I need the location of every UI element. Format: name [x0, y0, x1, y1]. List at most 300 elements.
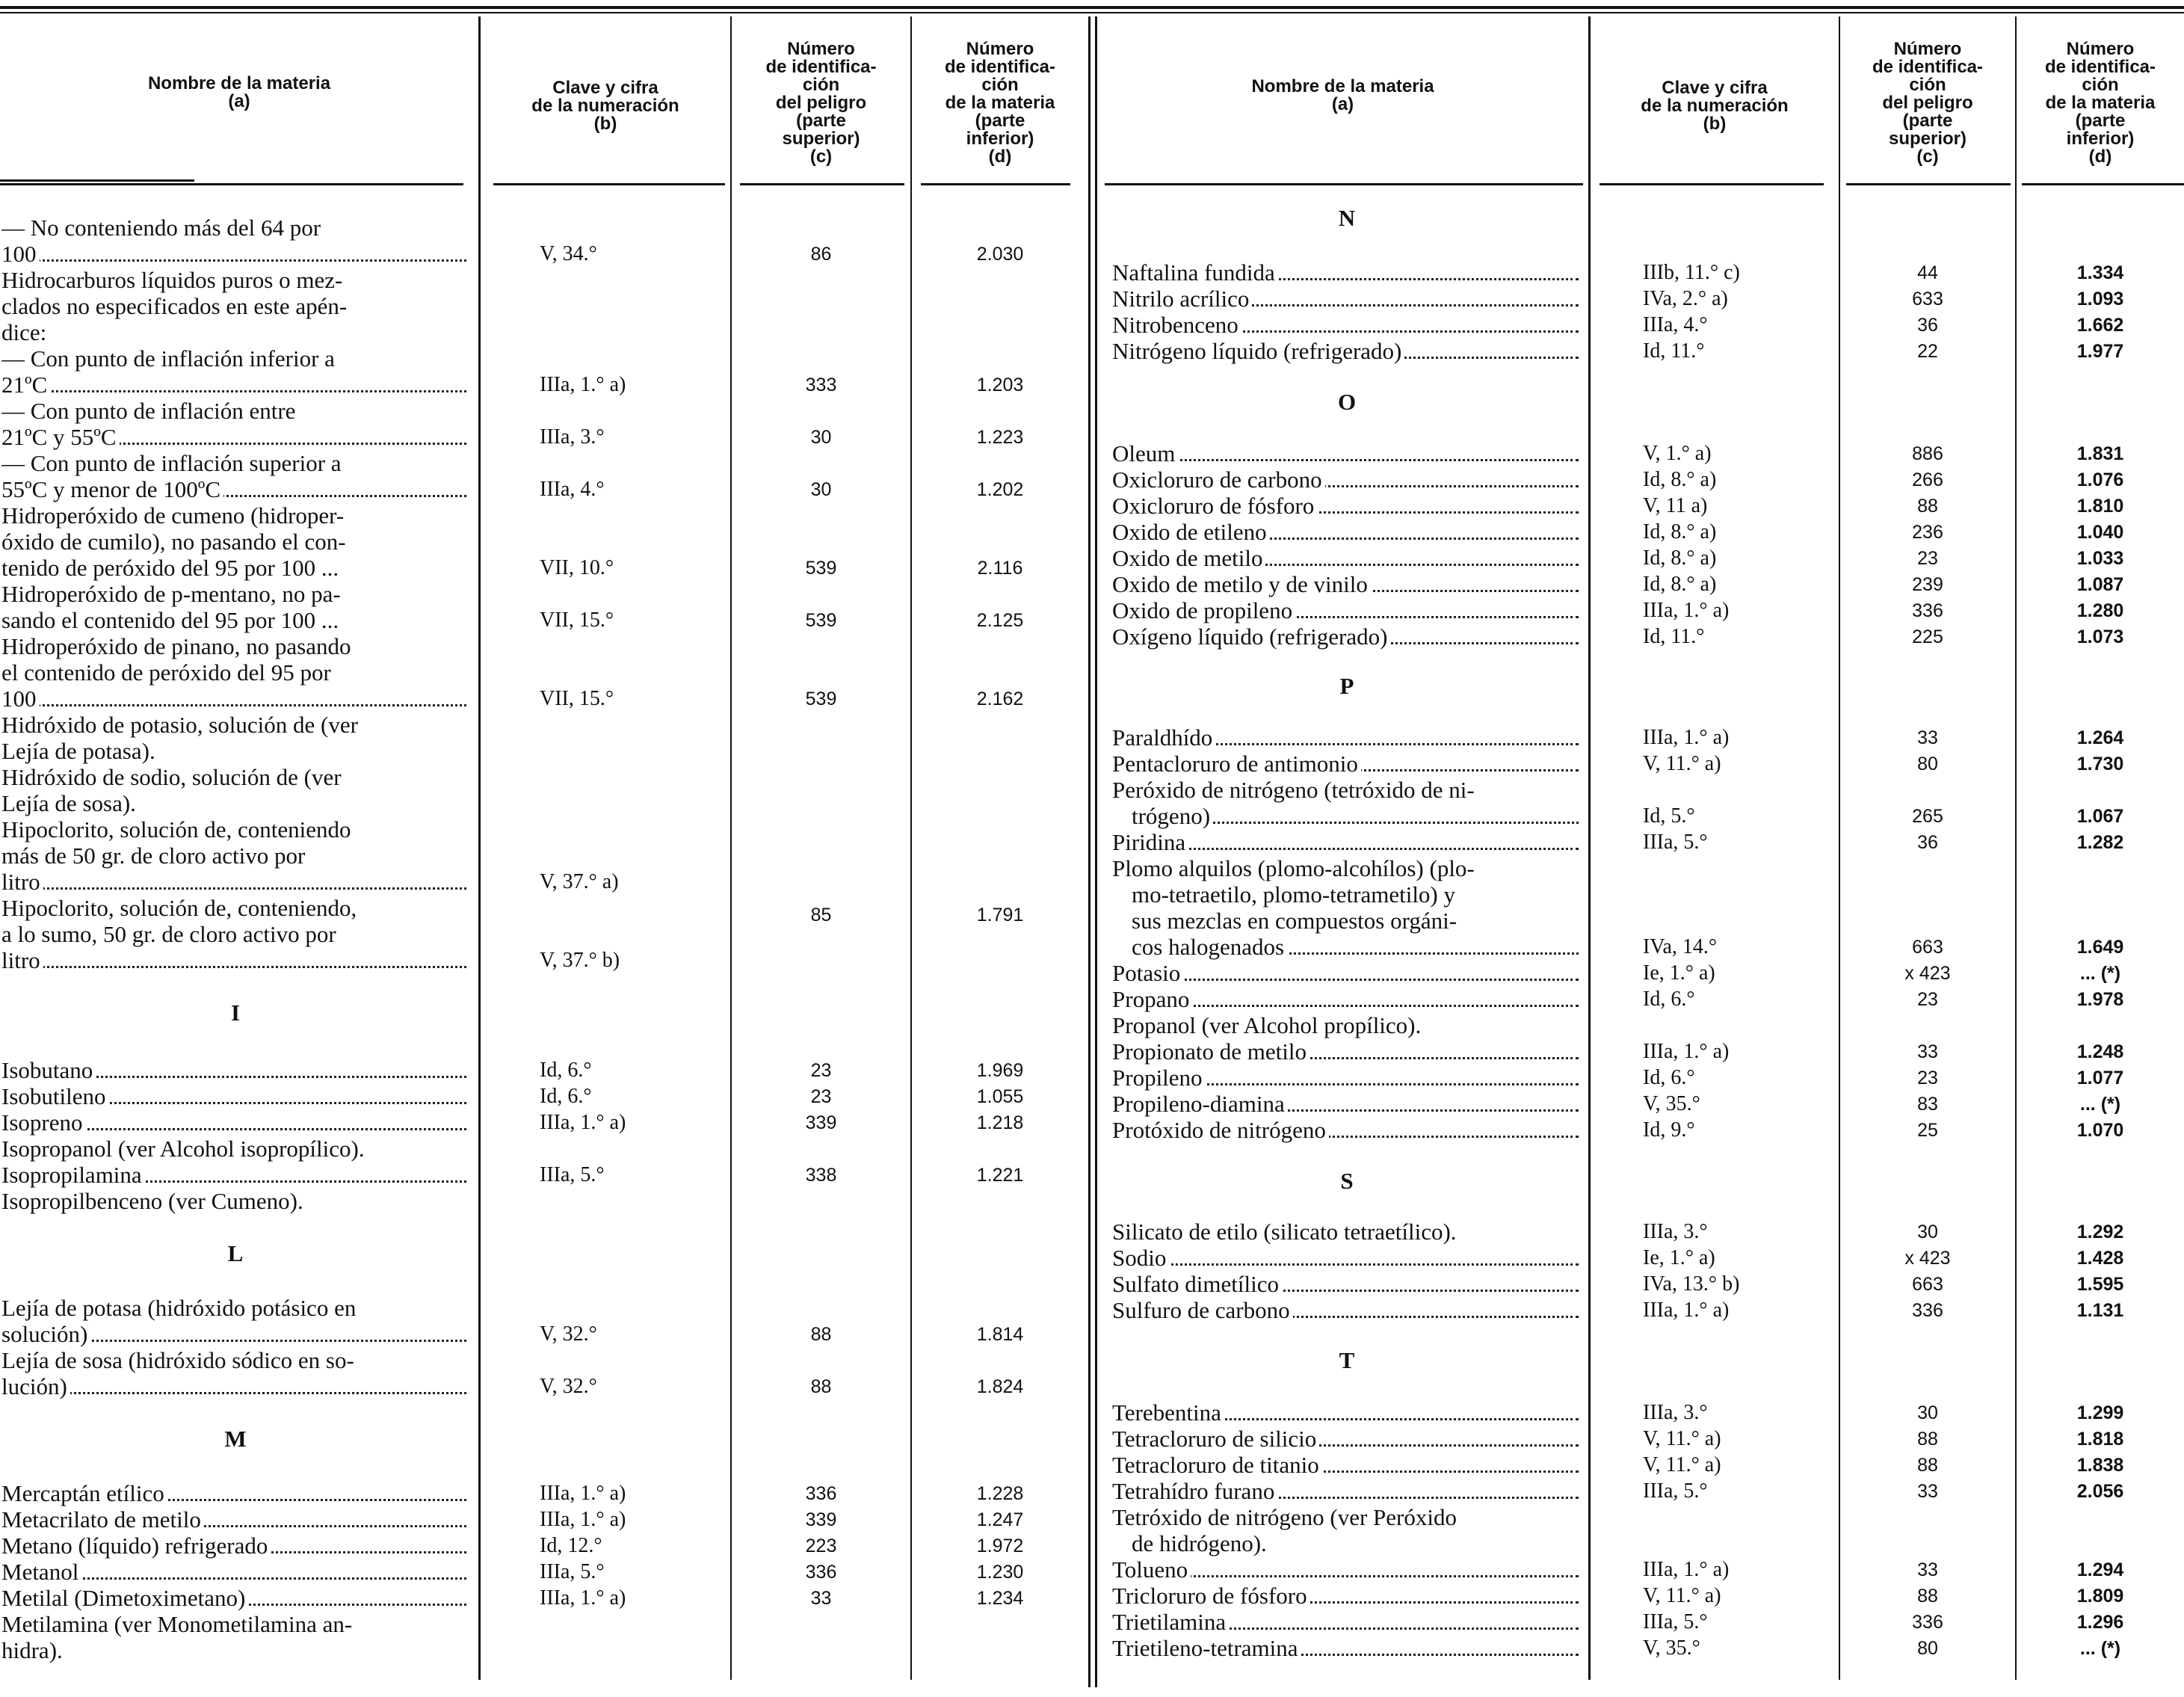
material-name: — Con punto de inflación inferior a — [1, 346, 338, 372]
header-rule-right-d — [2022, 183, 2184, 185]
material-name: Trietileno-tetramina — [1112, 1636, 1301, 1661]
peligro-cell: 886 — [1912, 443, 1943, 464]
material-name: Oxígeno líquido (refrigerado) — [1112, 624, 1390, 650]
material-name: Mercaptán etílico — [1, 1481, 167, 1506]
materia-cell: 1.040 — [2076, 522, 2124, 543]
material-name: Isopropilamina — [1, 1162, 145, 1188]
materia-cell: 1.203 — [976, 375, 1024, 395]
materia-cell: 1.280 — [2076, 600, 2124, 621]
peligro-cell: 336 — [805, 1483, 837, 1504]
materia-cell: 1.230 — [976, 1562, 1024, 1583]
table-row — [0, 1453, 2184, 1478]
table-row — [0, 1272, 2184, 1297]
clave-cell: IIIa, 5.° — [540, 1560, 605, 1583]
header-materia-left: Número de identifica- ción de la materia (parte inferior) (d) — [944, 39, 1056, 167]
peligro-cell: 33 — [810, 1588, 832, 1609]
material-name: Pentacloruro de antimonio — [1112, 751, 1361, 777]
hipoclorito-materia: 1.791 — [976, 905, 1024, 926]
material-name: Sodio — [1112, 1245, 1169, 1271]
material-name: a lo sumo, 50 gr. de cloro activo por — [1, 922, 339, 947]
material-name: Tetracloruro de titanio — [1112, 1453, 1322, 1478]
materia-cell: 2.125 — [976, 610, 1024, 631]
text-line — [0, 1348, 2184, 1373]
clave-cell: V, 34.° — [540, 242, 597, 265]
peligro-cell: 22 — [1917, 341, 1938, 362]
material-name: — Con punto de inflación entre — [1, 398, 298, 424]
clave-cell: IIIb, 11.° c) — [1643, 261, 1740, 284]
clave-cell: IIIa, 1.° a) — [540, 1482, 626, 1505]
material-name: Hipoclorito, solución de, conteniendo — [1, 817, 354, 843]
materia-cell: 1.093 — [2076, 289, 2124, 309]
clave-cell: Id, 8.° a) — [1643, 468, 1717, 491]
text-line — [0, 660, 2184, 686]
material-name: Tolueno — [1112, 1557, 1191, 1583]
materia-cell: ... (*) — [2079, 1638, 2121, 1659]
clave-cell: IIIa, 5.° — [1643, 831, 1708, 854]
table-row — [0, 987, 2184, 1012]
materia-cell: 1.087 — [2076, 574, 2124, 595]
materia-cell: 2.162 — [976, 689, 1024, 709]
clave-cell: V, 32.° — [540, 1375, 597, 1398]
material-name: de hidrógeno). — [1132, 1531, 1270, 1556]
header-peligro-left: Número de identifica- ción del peligro (parte superior) (c) — [765, 39, 877, 167]
materia-cell: 1.809 — [2076, 1586, 2124, 1607]
material-name: Potasio — [1112, 961, 1183, 986]
top-rule — [0, 6, 2184, 9]
material-name: el contenido de peróxido del 95 por — [1, 660, 334, 686]
material-name: cos halogenados — [1132, 934, 1287, 960]
material-name: 100 — [1, 241, 40, 267]
materia-cell: 1.223 — [976, 427, 1024, 448]
clave-cell: IVa, 14.° — [1643, 935, 1718, 958]
peligro-cell: 80 — [1917, 1638, 1938, 1659]
materia-cell: 1.810 — [2076, 496, 2124, 517]
clave-cell: Id, 12.° — [540, 1534, 602, 1557]
material-name: Hidroperóxido de pinano, no pasando — [1, 634, 354, 659]
peligro-cell: 336 — [1912, 600, 1943, 621]
clave-cell: V, 11 a) — [1643, 494, 1708, 517]
materia-cell: 1.662 — [2076, 315, 2124, 336]
peligro-cell: 44 — [1917, 262, 1938, 283]
section-letter: N — [1338, 205, 1356, 231]
clave-cell: IIIa, 1.° a) — [1643, 1299, 1730, 1322]
table-row — [0, 1583, 2184, 1609]
peligro-cell: 30 — [1917, 1222, 1938, 1242]
table-row — [0, 1400, 2184, 1426]
clave-cell: IIIa, 1.° a) — [1643, 1558, 1730, 1581]
material-name: Lejía de sosa (hidróxido sódico en so- — [1, 1348, 357, 1373]
peligro-cell: 36 — [1917, 315, 1938, 336]
clave-cell: Id, 8.° a) — [1643, 546, 1717, 570]
clave-cell: VII, 15.° — [540, 687, 614, 710]
material-name: Hidróxido de sodio, solución de (ver — [1, 765, 345, 790]
section-letter: I — [230, 1000, 241, 1026]
clave-cell: IIIa, 4.° — [540, 478, 605, 501]
peligro-cell: 25 — [1917, 1120, 1938, 1141]
peligro-cell: x 423 — [1904, 963, 1951, 984]
material-name: Tetrahídro furano — [1112, 1479, 1277, 1504]
clave-cell: IIIa, 5.° — [1643, 1479, 1708, 1503]
clave-cell: V, 37.° b) — [540, 949, 620, 972]
material-name: sus mezclas en compuestos orgáni- — [1132, 908, 1460, 934]
material-name: tenido de peróxido del 95 por 100 ... — [1, 555, 342, 581]
material-name: Oxido de propileno — [1112, 598, 1295, 623]
materia-cell: 1.221 — [976, 1165, 1024, 1186]
text-line — [0, 215, 2184, 241]
peligro-cell: 336 — [805, 1562, 837, 1583]
clave-cell: V, 1.° a) — [1643, 442, 1712, 465]
material-name: Lejía de sosa). — [1, 791, 139, 816]
material-name: Nitrobenceno — [1112, 312, 1241, 338]
text-line — [0, 398, 2184, 424]
peligro-cell: 83 — [1917, 1094, 1938, 1115]
materia-cell: 1.055 — [976, 1086, 1024, 1107]
clave-cell: VII, 15.° — [540, 609, 614, 632]
materia-cell: 2.116 — [977, 558, 1023, 579]
clave-cell: Ie, 1.° a) — [1643, 1246, 1715, 1269]
peligro-cell: 88 — [1917, 496, 1938, 517]
peligro-cell: 266 — [1912, 469, 1943, 490]
materia-cell: 1.428 — [2076, 1248, 2124, 1269]
clave-cell: V, 11.° a) — [1643, 752, 1721, 775]
material-name: Tetracloruro de silicio — [1112, 1426, 1319, 1452]
peligro-cell: 80 — [1917, 754, 1938, 774]
table-row — [0, 1636, 2184, 1661]
header-name-right: Nombre de la materia (a) — [1251, 76, 1434, 114]
clave-cell: V, 37.° a) — [540, 870, 619, 893]
material-name: Oxido de metilo y de vinilo — [1112, 572, 1371, 597]
table-row — [0, 1091, 2184, 1117]
clave-cell: IIIa, 1.° a) — [1643, 1040, 1730, 1063]
material-name: Trietilamina — [1112, 1610, 1229, 1635]
peligro-cell: 236 — [1912, 522, 1943, 543]
clave-cell: Id, 11.° — [1643, 339, 1705, 363]
peligro-cell: 33 — [1917, 1481, 1938, 1502]
top-rule-thin — [0, 12, 2184, 13]
peligro-cell: 23 — [1917, 548, 1938, 569]
materia-cell: 1.073 — [2076, 626, 2124, 647]
material-name: Peróxido de nitrógeno (tetróxido de ni- — [1112, 777, 1478, 803]
peligro-cell: 30 — [810, 479, 832, 500]
clave-cell: V, 35.° — [1643, 1636, 1700, 1660]
clave-cell: Id, 8.° a) — [1643, 573, 1717, 596]
clave-cell: Id, 8.° a) — [1643, 520, 1717, 543]
header-clave-right: Clave y cifra de la numeración (b) — [1641, 78, 1789, 134]
peligro-cell: 33 — [1917, 727, 1938, 748]
material-name: Isopropilbenceno (ver Cumeno). — [1, 1189, 306, 1214]
material-name: dice: — [1, 320, 49, 345]
clave-cell: IIIa, 3.° — [540, 425, 605, 449]
materia-cell: 1.067 — [2076, 806, 2124, 827]
table-row — [0, 1322, 2184, 1347]
clave-cell: IIIa, 1.° a) — [540, 1508, 626, 1531]
header-name-left: Nombre de la materia (a) — [147, 73, 331, 111]
materia-cell: 1.218 — [976, 1112, 1024, 1133]
material-name: Sulfuro de carbono — [1112, 1298, 1293, 1323]
header-rule-left-c — [493, 183, 725, 185]
clave-cell: IIIa, 5.° — [1643, 1610, 1708, 1633]
text-line — [0, 856, 2184, 881]
material-name: Oxido de etileno — [1112, 520, 1270, 545]
material-name: Terebentina — [1112, 1400, 1224, 1426]
peligro-cell: 23 — [810, 1060, 832, 1081]
material-name: Lejía de potasa). — [1, 739, 158, 764]
table-row — [0, 1245, 2184, 1271]
materia-cell: 1.299 — [2076, 1402, 2124, 1423]
materia-cell: 1.978 — [2076, 989, 2124, 1010]
material-name: Piridina — [1112, 830, 1188, 855]
material-name: litro — [1, 869, 43, 895]
peligro-cell: 23 — [1917, 989, 1938, 1010]
peligro-cell: 539 — [805, 558, 837, 579]
peligro-cell: 88 — [810, 1376, 832, 1397]
peligro-cell: 539 — [805, 689, 837, 709]
section-letter: P — [1339, 673, 1354, 699]
clave-cell: Id, 6.° — [1643, 988, 1695, 1011]
material-name: Nitrógeno líquido (refrigerado) — [1112, 339, 1404, 364]
material-name: Isobutano — [1, 1058, 96, 1083]
materia-cell: 1.248 — [2076, 1041, 2124, 1062]
material-name: Hidroperóxido de cumeno (hidroper- — [1, 503, 347, 529]
material-name: 55ºC y menor de 100ºC — [1, 477, 223, 502]
materia-cell: 1.649 — [2076, 937, 2124, 958]
header-rule-right-b — [1600, 183, 1824, 185]
materia-cell: 1.292 — [2076, 1222, 2124, 1242]
material-name: solución) — [1, 1322, 90, 1347]
materia-cell: 1.077 — [2076, 1068, 2124, 1088]
material-name: Plomo alquilos (plomo-alcohílos) (plo- — [1112, 856, 1478, 881]
material-name: Metilal (Dimetoximetano) — [1, 1586, 248, 1611]
material-name: 21ºC — [1, 372, 50, 398]
peligro-cell: 88 — [1917, 1429, 1938, 1450]
materia-cell: 1.264 — [2076, 727, 2124, 748]
clave-cell: IIIa, 1.° a) — [540, 373, 626, 396]
material-name: Isobutileno — [1, 1084, 109, 1109]
clave-cell: Id, 11.° — [1643, 625, 1705, 648]
peligro-cell: 88 — [1917, 1586, 1938, 1607]
materia-cell: 1.824 — [976, 1376, 1024, 1397]
material-name: Protóxido de nitrógeno — [1112, 1118, 1329, 1143]
clave-cell: IIIa, 5.° — [540, 1163, 605, 1186]
material-name: Metilamina (ver Monometilamina an- — [1, 1612, 355, 1637]
materia-cell: ... (*) — [2079, 1094, 2121, 1115]
material-name: Sulfato dimetílico — [1112, 1272, 1282, 1297]
clave-cell: IIIa, 1.° a) — [540, 1111, 626, 1134]
clave-cell: V, 11.° a) — [1643, 1453, 1721, 1476]
materia-cell: 1.070 — [2076, 1120, 2124, 1141]
hipoclorito-peligro: 85 — [810, 905, 832, 926]
materia-cell: 1.131 — [2076, 1300, 2124, 1321]
peligro-cell: 23 — [810, 1086, 832, 1107]
header-rule-left-e — [921, 183, 1070, 185]
clave-cell: IIIa, 3.° — [1643, 1220, 1708, 1243]
peligro-cell: 30 — [810, 427, 832, 448]
clave-cell: V, 11.° a) — [1643, 1427, 1721, 1450]
clave-cell: Id, 6.° — [540, 1059, 592, 1082]
materia-cell: 1.247 — [976, 1509, 1024, 1530]
material-name: sando el contenido del 95 por 100 ... — [1, 608, 342, 633]
material-name: Oxido de metilo — [1112, 546, 1265, 571]
material-name: Oleum — [1112, 441, 1178, 466]
peligro-cell: 333 — [805, 375, 837, 395]
peligro-cell: x 423 — [1904, 1248, 1951, 1269]
material-name: más de 50 gr. de cloro activo por — [1, 843, 308, 869]
clave-cell: Id, 5.° — [1643, 804, 1695, 828]
material-name: Metano (líquido) refrigerado — [1, 1533, 271, 1559]
materia-cell: 1.972 — [976, 1536, 1024, 1556]
material-name: lución) — [1, 1374, 70, 1399]
table-row — [0, 961, 2184, 986]
clave-cell: V, 35.° — [1643, 1092, 1700, 1115]
peligro-cell: 663 — [1912, 937, 1943, 958]
peligro-cell: 223 — [805, 1536, 837, 1556]
material-name: Paraldhído — [1112, 725, 1215, 751]
material-name: Silicato de etilo (silicato tetraetílico). — [1112, 1219, 1460, 1245]
material-name: Metacrilato de metilo — [1, 1507, 204, 1533]
materia-cell: 1.296 — [2076, 1612, 2124, 1633]
peligro-cell: 633 — [1912, 289, 1943, 309]
peligro-cell: 225 — [1912, 626, 1943, 647]
header-rule-left-d — [740, 183, 904, 185]
header-peligro-right: Número de identifica- ción del peligro (parte superior) (c) — [1872, 39, 1984, 167]
header-clave-left: Clave y cifra de la numeración (b) — [531, 78, 679, 134]
table-row — [0, 1479, 2184, 1504]
clave-cell: V, 11.° a) — [1643, 1584, 1721, 1607]
clave-cell: IIIa, 1.° a) — [1643, 599, 1730, 622]
clave-cell: V, 32.° — [540, 1322, 597, 1346]
materia-cell: 1.033 — [2076, 548, 2124, 569]
table-row — [0, 1039, 2184, 1065]
text-line — [0, 1505, 2184, 1530]
section-letter: O — [1337, 389, 1357, 415]
clave-cell: IIIa, 3.° — [1643, 1401, 1708, 1424]
material-name: Hidróxido de potasio, solución de (ver — [1, 712, 361, 738]
peligro-cell: 539 — [805, 610, 837, 631]
peligro-cell: 88 — [1917, 1455, 1938, 1476]
peligro-cell: 338 — [805, 1165, 837, 1186]
material-name: Hidroperóxido de p-mentano, no pa- — [1, 582, 344, 607]
table-row — [0, 1426, 2184, 1452]
clave-cell: VII, 10.° — [540, 556, 614, 579]
clave-cell: Id, 6.° — [540, 1085, 592, 1108]
material-name: Tetróxido de nitrógeno (ver Peróxido — [1112, 1505, 1460, 1530]
peligro-cell: 339 — [805, 1112, 837, 1133]
material-name: Oxicloruro de fósforo — [1112, 493, 1317, 519]
materia-cell: ... (*) — [2079, 963, 2121, 984]
material-name: — No conteniendo más del 64 por — [1, 215, 324, 241]
material-name: mo-tetraetilo, plomo-tetrametilo) y — [1132, 882, 1458, 908]
materia-cell: 1.228 — [976, 1483, 1024, 1504]
materia-cell: 2.056 — [2076, 1481, 2124, 1502]
table-row — [0, 372, 2184, 398]
peligro-cell: 86 — [810, 244, 832, 265]
clave-cell: Id, 6.° — [1643, 1066, 1695, 1089]
text-line — [0, 1013, 2184, 1038]
materia-cell: 1.977 — [2076, 341, 2124, 362]
material-name: Lejía de potasa (hidróxido potásico en — [1, 1296, 359, 1321]
material-name: — Con punto de inflación superior a — [1, 451, 345, 476]
materia-cell: 1.595 — [2076, 1274, 2124, 1295]
material-name: clados no especificados en este apén- — [1, 294, 350, 319]
clave-cell: Id, 9.° — [1643, 1118, 1695, 1142]
material-name: Propanol (ver Alcohol propílico). — [1112, 1013, 1424, 1038]
material-name: litro — [1, 948, 43, 973]
header-rule-right-a — [1105, 183, 1583, 185]
table-row — [0, 1374, 2184, 1399]
peligro-cell: 88 — [810, 1324, 832, 1345]
materia-cell: 1.818 — [2076, 1429, 2124, 1450]
material-name: Propionato de metilo — [1112, 1039, 1310, 1065]
material-name: Tricloruro de fósforo — [1112, 1583, 1310, 1609]
material-name: 21ºC y 55ºC — [1, 425, 120, 450]
material-name: Naftalina fundida — [1112, 260, 1278, 286]
section-letter: L — [227, 1240, 244, 1266]
materia-cell: 1.202 — [976, 479, 1024, 500]
material-name: hidra). — [1, 1638, 66, 1663]
section-letter: T — [1339, 1347, 1355, 1373]
material-name: Propileno — [1112, 1065, 1206, 1091]
material-name: Propano — [1112, 987, 1192, 1012]
materia-cell: 1.234 — [976, 1588, 1024, 1609]
material-name: Hipoclorito, solución de, conteniendo, — [1, 896, 360, 921]
clave-cell: Ie, 1.° a) — [1643, 961, 1715, 985]
table-row — [0, 1162, 2184, 1188]
clave-cell: IIIa, 1.° a) — [540, 1586, 626, 1610]
materia-cell: 1.969 — [976, 1060, 1024, 1081]
text-line — [0, 1531, 2184, 1556]
material-name: Metanol — [1, 1559, 81, 1585]
clave-cell: IIIa, 1.° a) — [1643, 726, 1730, 749]
materia-cell: 2.030 — [976, 244, 1024, 265]
materia-cell: 1.814 — [976, 1324, 1024, 1345]
materia-cell: 1.334 — [2076, 262, 2124, 283]
materia-cell: 1.730 — [2076, 754, 2124, 774]
table-row — [0, 1557, 2184, 1583]
materia-cell: 1.076 — [2076, 469, 2124, 490]
clave-cell: IIIa, 4.° — [1643, 313, 1708, 336]
peligro-cell: 239 — [1912, 574, 1943, 595]
table-row — [0, 686, 2184, 712]
materia-cell: 1.294 — [2076, 1559, 2124, 1580]
materia-cell: 1.838 — [2076, 1455, 2124, 1476]
materia-cell: 1.831 — [2076, 443, 2124, 464]
material-name: Nitrilo acrílico — [1112, 286, 1252, 312]
materia-cell: 1.282 — [2076, 832, 2124, 853]
peligro-cell: 36 — [1917, 832, 1938, 853]
material-name: Isopropanol (ver Alcohol isopropílico). — [1, 1136, 368, 1162]
clave-cell: IVa, 2.° a) — [1643, 287, 1728, 310]
material-name: óxido de cumilo), no pasando el con- — [1, 529, 349, 555]
material-name: trógeno) — [1132, 804, 1213, 829]
peligro-cell: 30 — [1917, 1402, 1938, 1423]
material-name: Oxicloruro de carbono — [1112, 467, 1325, 493]
table-row — [0, 1065, 2184, 1091]
peligro-cell: 663 — [1912, 1274, 1943, 1295]
text-line — [0, 1189, 2184, 1214]
header-rule-left-a — [0, 179, 194, 182]
header-materia-right: Número de identifica- ción de la materia (parte inferior) (d) — [2044, 39, 2156, 167]
text-line — [0, 1219, 2184, 1245]
material-name: 100 — [1, 686, 40, 712]
clave-cell: IVa, 13.° b) — [1643, 1272, 1740, 1296]
section-letter: S — [1340, 1168, 1354, 1194]
header-rule-right-c — [1846, 183, 2011, 185]
peligro-cell: 336 — [1912, 1612, 1943, 1633]
peligro-cell: 23 — [1917, 1068, 1938, 1088]
header-rule-left-b — [0, 183, 463, 185]
section-letter: M — [224, 1426, 247, 1452]
peligro-cell: 33 — [1917, 1041, 1938, 1062]
